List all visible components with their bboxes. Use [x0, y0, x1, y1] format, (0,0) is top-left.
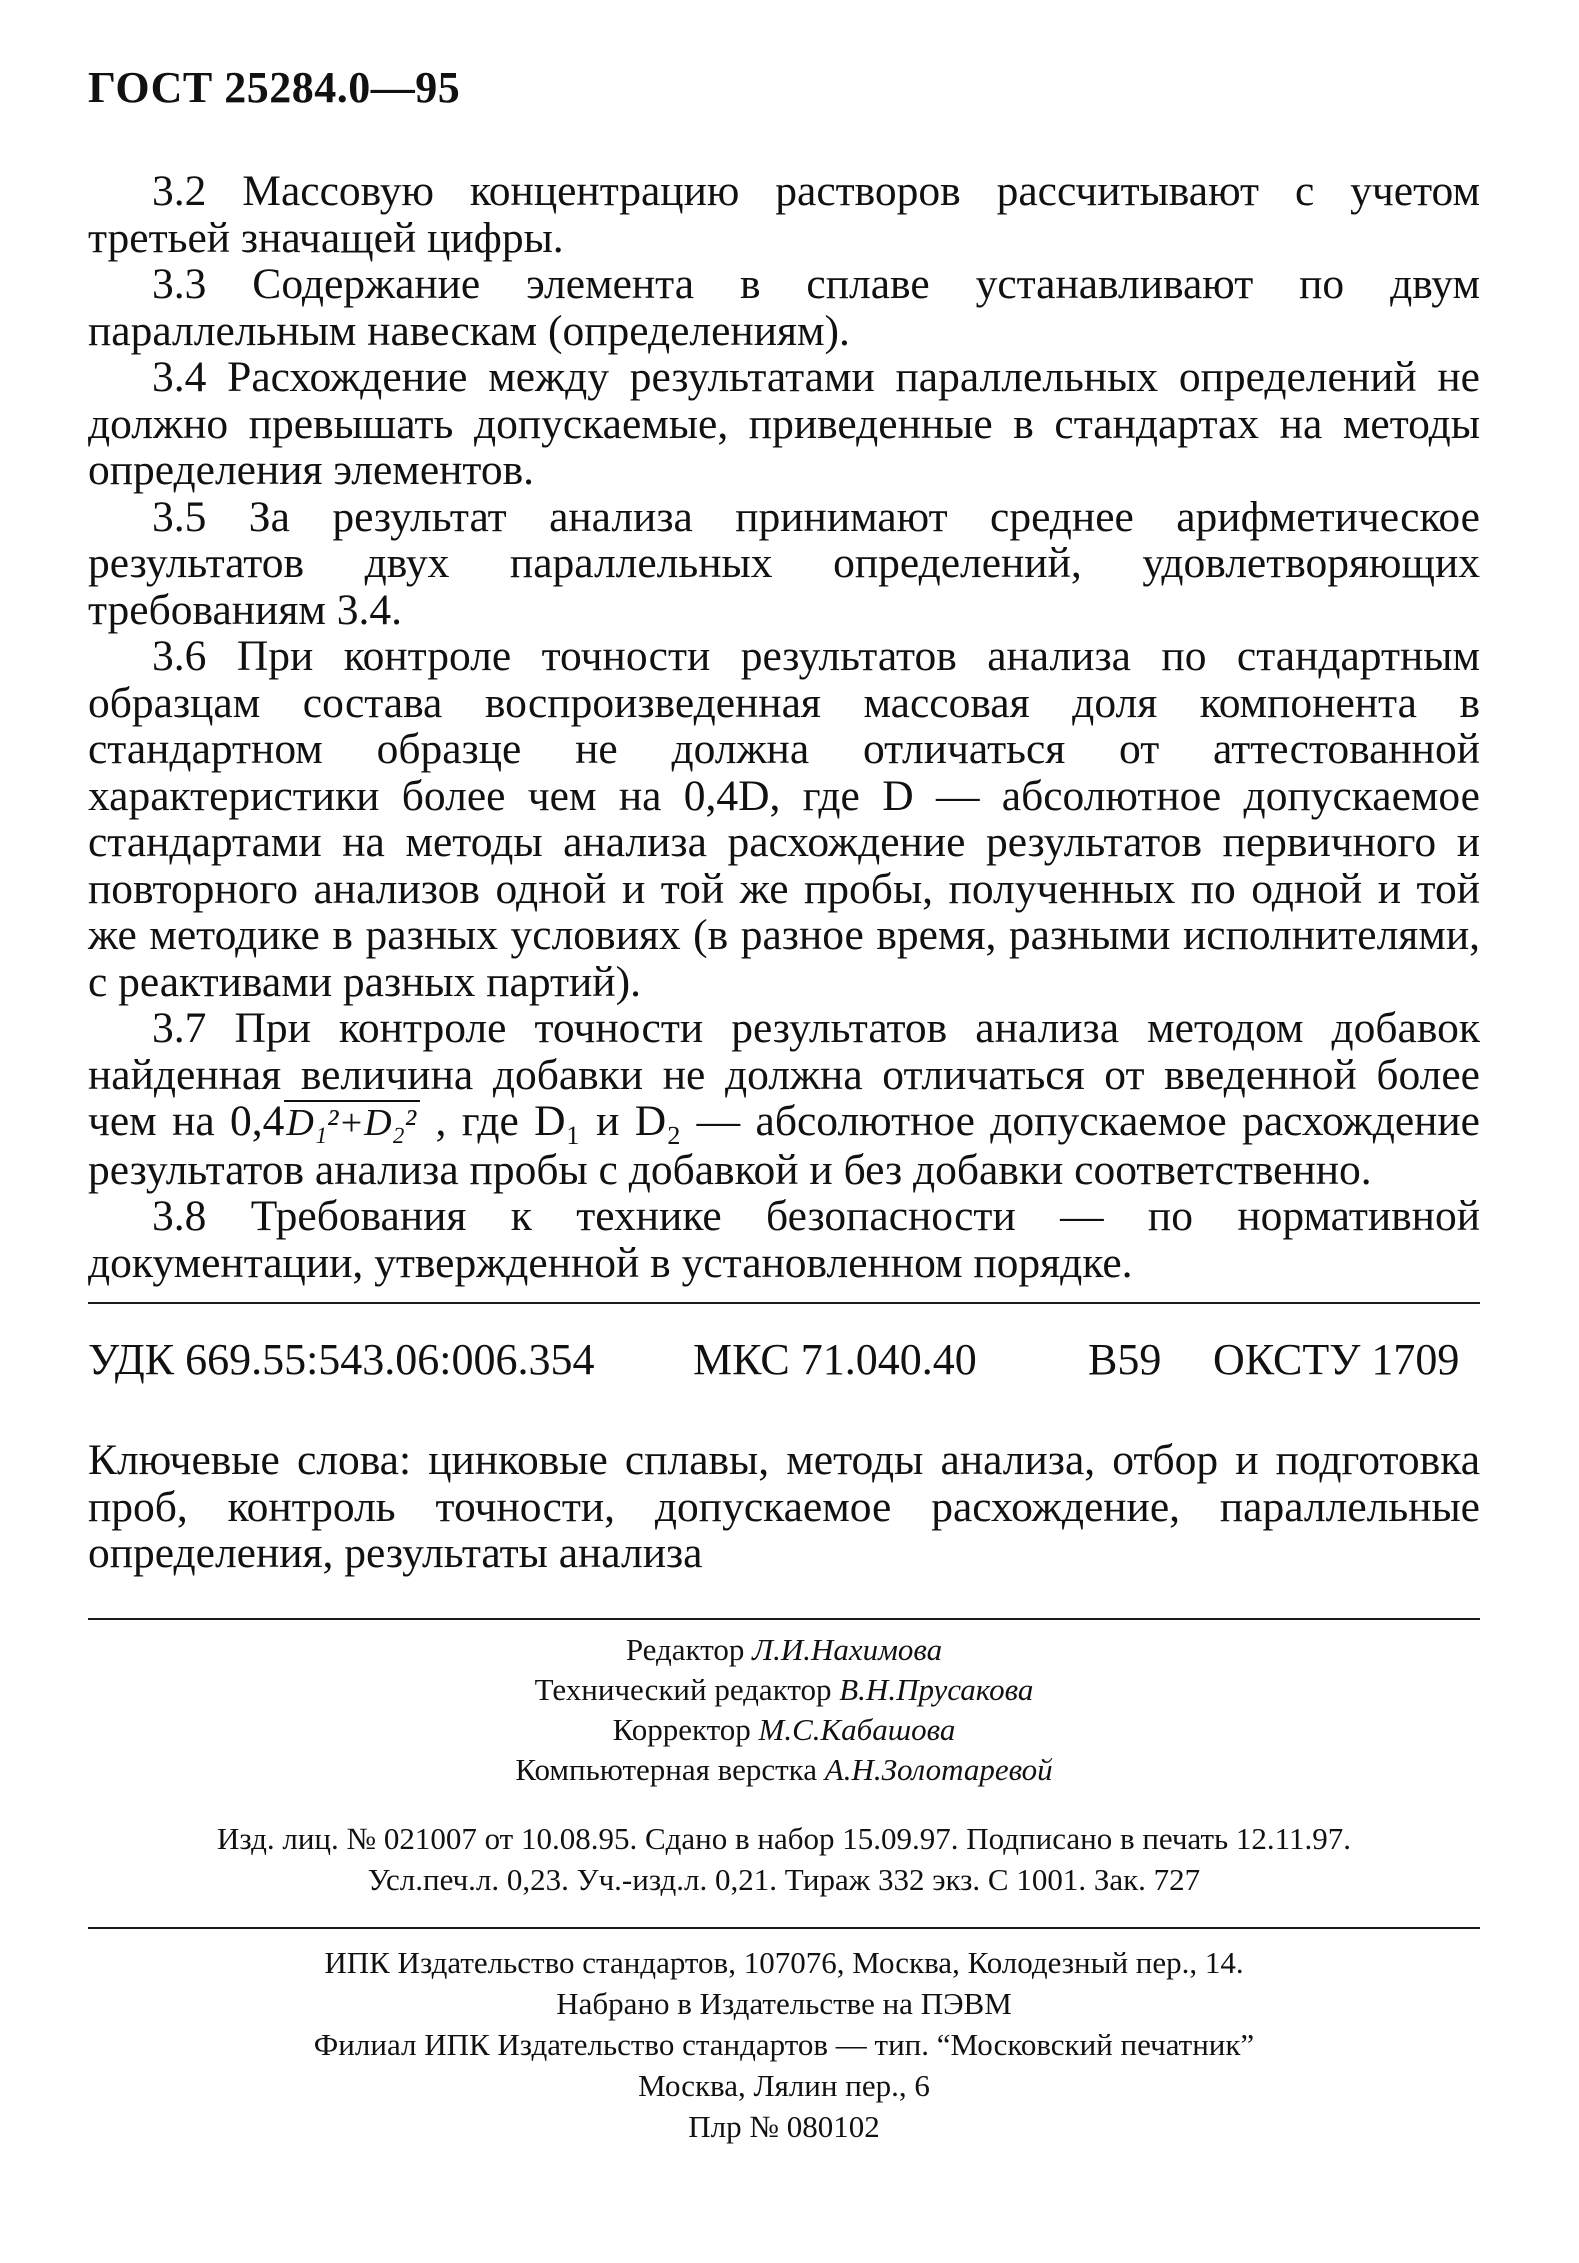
credit-editor: Редактор Л.И.Нахимова	[625, 1632, 943, 1667]
paragraph-3-8: 3.8 Требования к технике безопасности — по нормативной документации, утвержденной в установленном порядке.	[88, 1192, 1480, 1287]
imprint	[88, 1818, 1480, 1900]
divider-publisher	[88, 1927, 1480, 1929]
divider-credits	[88, 1618, 1480, 1620]
paragraph-3-7-after: , где D₁ и D₂ — абсолютное допускаемое расхождение результатов анализа пробы с добавкой и без добавки соответственно.	[88, 1097, 1480, 1194]
udk-code: УДК 669.55:543.06:006.354	[88, 1335, 595, 1384]
credit-layout: Компьютерная верстка А.Н.Золотаревой	[515, 1752, 1053, 1787]
okstu-code: ОКСТУ 1709	[1213, 1335, 1460, 1384]
publisher-line-1: ИПК Издательство стандартов, 107076, Москва, Колодезный пер., 14.	[324, 1945, 1244, 1980]
credit-tech-editor: Технический редактор В.Н.Прусакова	[534, 1672, 1034, 1707]
publisher-info	[88, 1942, 1480, 2147]
paragraph-3-6: 3.6 При контроле точности результатов анализа по стандартным образцам состава воспроизведенная массовая доля компонента в стандартном образце не должна отличаться от аттестованной характеристики более чем на 0,4D, где D — абсолютное допускаемое стандартами на методы анализа расхождение результатов первичного и повторного анализов одной и той же пробы, полученных по одной и той же методике в разных условиях (в разное время, разными исполнителями, с реактивами разных партий).	[88, 632, 1480, 1006]
imprint-line-2: Усл.печ.л. 0,23. Уч.-изд.л. 0,21. Тираж 332 экз. С 1001. Зак. 727	[367, 1862, 1201, 1897]
paragraph-3-4: 3.4 Расхождение между результатами параллельных определений не должно превышать допускаемые, приведенные в стандартах на методы определения элементов.	[88, 353, 1480, 494]
document-page	[88, 0, 1480, 2263]
standard-number: ГОСТ 25284.0—95	[88, 63, 461, 112]
keywords: Ключевые слова: цинковые сплавы, методы анализа, отбор и подготовка проб, контроль точности, допускаемое расхождение, параллельные определения, результаты анализа	[88, 1436, 1480, 1577]
sqrt-formula: D₁²+D₂²	[284, 1100, 420, 1144]
paragraph-3-5: 3.5 За результат анализа принимают среднее арифметическое результатов двух параллельных определений, удовлетворяющих требованиям 3.4.	[88, 492, 1480, 634]
body-text	[88, 168, 1480, 1286]
paragraph-3-2: 3.2 Массовую концентрацию растворов рассчитывают с учетом третьей значащей цифры.	[88, 167, 1480, 262]
publisher-line-3: Филиал ИПК Издательство стандартов — тип. “Московский печатник”	[313, 2027, 1255, 2062]
paragraph-3-7-before: 3.7 При контроле точности результатов анализа методом добавок найденная величина добавки не должна отличаться от введенной более чем на 0,4	[88, 1004, 1480, 1145]
imprint-line-1: Изд. лиц. № 021007 от 10.08.95. Сдано в набор 15.09.97. Подписано в печать 12.11.97.	[217, 1821, 1351, 1856]
mks-code: МКС 71.040.40	[693, 1335, 977, 1384]
publisher-line-2: Набрано в Издательстве на ПЭВМ	[556, 1986, 1012, 2021]
credits	[88, 1630, 1480, 1790]
publisher-line-4: Москва, Лялин пер., 6	[638, 2068, 930, 2103]
divider-top	[88, 1302, 1480, 1304]
paragraph-3-3: 3.3 Содержание элемента в сплаве устанавливают по двум параллельным навескам (определениям).	[88, 260, 1480, 355]
publisher-line-5: Плр № 080102	[688, 2109, 880, 2144]
paragraph-3-7	[88, 1005, 1480, 1193]
b-code: В59	[1088, 1335, 1162, 1384]
credit-corrector: Корректор М.С.Кабашова	[612, 1712, 956, 1747]
